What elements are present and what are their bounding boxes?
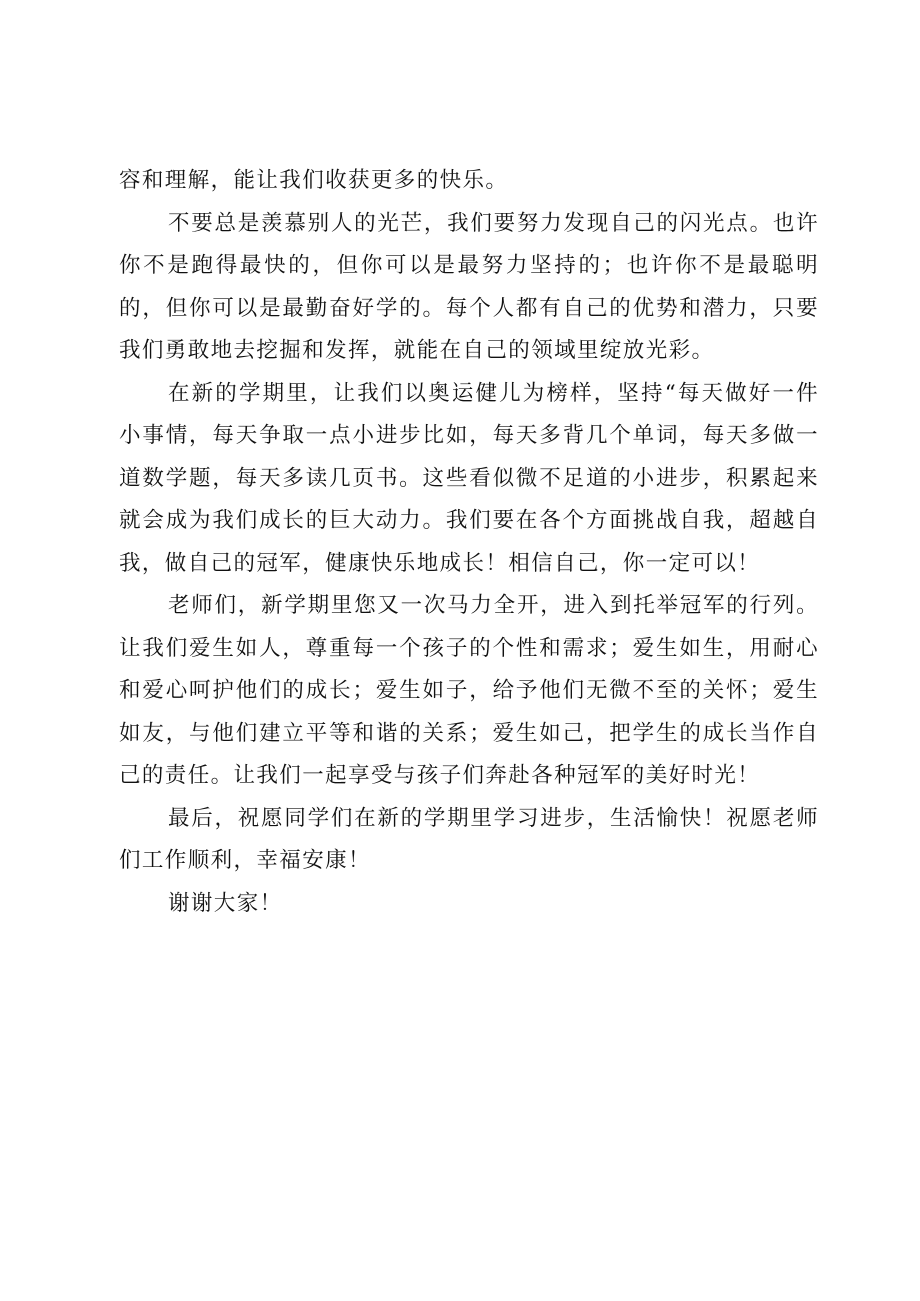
paragraph-thanks: 谢谢大家！ bbox=[168, 890, 283, 916]
paragraph-wishes: 最后，祝愿同学们在新的学期里学习进步，生活愉快！祝愿老师们工作顺利，幸福安康！ bbox=[119, 805, 819, 873]
speech-body bbox=[119, 160, 819, 925]
paragraph-self-discovery: 不要总是羡慕别人的光芒，我们要努力发现自己的闪光点。也许你不是跑得最快的，但你可以是最努力坚持的；也许你不是最聪明的，但你可以是最勤奋好学的。每个人都有自己的优势和潜力，只要我们勇敢地去挖掘和发挥，就能在自己的领域里绽放光彩。 bbox=[119, 210, 819, 363]
paragraph-continuation: 容和理解，能让我们收获更多的快乐。 bbox=[119, 168, 509, 193]
paragraph-teachers: 老师们，新学期里您又一次马力全开，进入到托举冠军的行列。让我们爱生如人，尊重每一个孩子的个性和需求；爱生如生，用耐心和爱心呵护他们的成长；爱生如子，给予他们无微不至的关怀；爱生如友，与他们建立平等和谐的关系；爱生如己，把学生的成长当作自己的责任。让我们一起享受与孩子们奔赴各种冠军的美好时光！ bbox=[119, 593, 819, 788]
paragraph-daily-progress: 在新的学期里，让我们以奥运健儿为榜样，坚持“每天做好一件小事情，每天争取一点小进步比如，每天多背几个单词，每天多做一道数学题，每天多读几页书。这些看似微不足道的小进步，积累起来就会成为我们成长的巨大动力。我们要在各个方面挑战自我，超越自我，做自己的冠军，健康快乐地成长！相信自己，你一定可以！ bbox=[119, 380, 819, 576]
